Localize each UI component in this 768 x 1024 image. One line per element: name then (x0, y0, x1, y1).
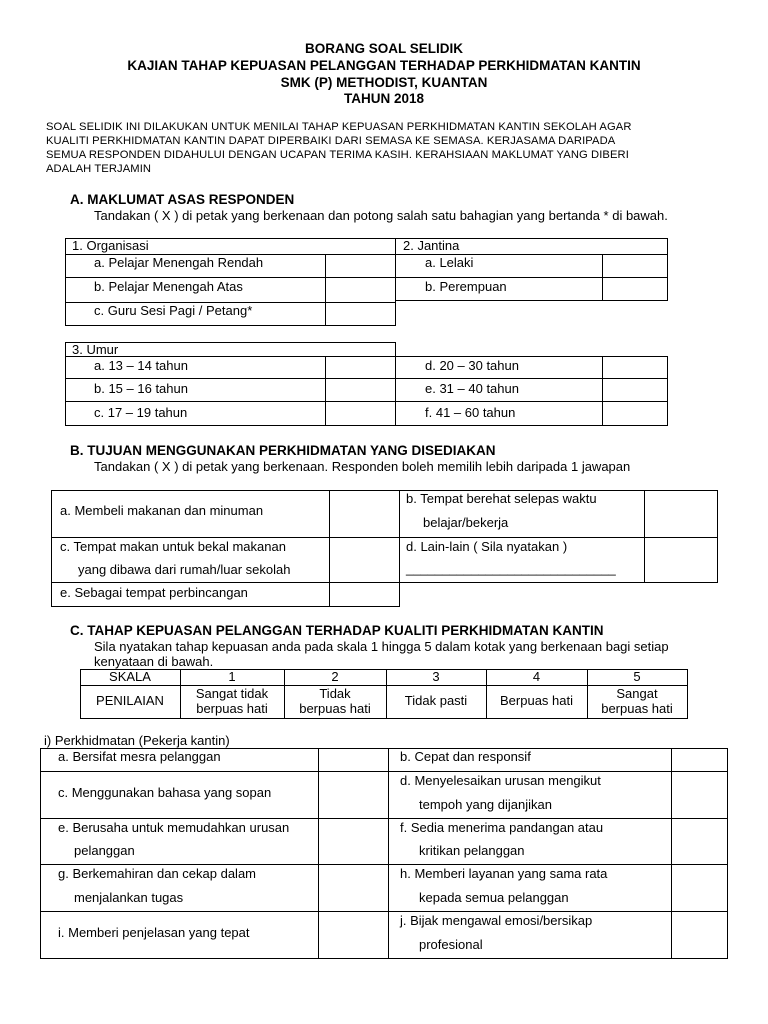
section-c-title: C. TAHAP KEPUASAN PELANGGAN TERHADAP KUALITI PERKHIDMATAN KANTIN (70, 623, 604, 638)
section-a-title: A. MAKLUMAT ASAS RESPONDEN (70, 192, 295, 207)
organisasi-option: b. Pelajar Menengah Atas (94, 279, 243, 294)
organisasi-option: a. Pelajar Menengah Rendah (94, 255, 264, 270)
scale-number: 1 (228, 669, 236, 684)
section-a-instruction: Tandakan ( X ) di petak yang berkenaan dan potong salah satu bahagian yang bertanda * di bawah. (94, 208, 668, 223)
purpose-option: c. Tempat makan untuk bekal makanan (60, 539, 286, 554)
form-title: BORANG SOAL SELIDIK (304, 41, 463, 56)
rating-item-cont: kepada semua pelanggan (419, 890, 569, 905)
purpose-option-cont: belajar/bekerja (423, 515, 509, 530)
rating-box[interactable] (319, 749, 388, 771)
rating-item: j. Bijak mengawal emosi/bersikap (400, 913, 593, 928)
sub-section-title: i) Perkhidmatan (Pekerja kantin) (44, 733, 230, 748)
scale-number: 4 (532, 669, 541, 684)
rating-box[interactable] (319, 819, 388, 864)
section-b-title: B. TUJUAN MENGGUNAKAN PERKHIDMATAN YANG DISEDIAKAN (70, 443, 496, 458)
scale-label: Sangat (616, 686, 658, 701)
section-c-instruction: kenyataan di bawah. (94, 654, 214, 669)
umur-option: c. 17 – 19 tahun (94, 405, 188, 420)
purpose-checkbox[interactable] (330, 491, 399, 537)
rating-item: e. Berusaha untuk memudahkan urusan (58, 820, 290, 835)
rating-item-cont: tempoh yang dijanjikan (419, 797, 552, 812)
rating-box[interactable] (319, 912, 388, 958)
umur-option: b. 15 – 16 tahun (94, 381, 188, 396)
rating-item: f. Sedia menerima pandangan atau (400, 820, 604, 835)
purpose-checkbox[interactable] (330, 538, 399, 582)
rating-item: h. Memberi layanan yang sama rata (400, 866, 608, 881)
umur-checkbox[interactable] (326, 402, 395, 425)
umur-checkbox[interactable] (326, 379, 395, 401)
scale-label: berpuas hati (196, 701, 268, 716)
scale-label: Tidak pasti (404, 693, 468, 708)
umur-checkbox[interactable] (603, 402, 667, 425)
penilaian-header: PENILAIAN (96, 693, 164, 708)
rating-item: b. Cepat dan responsif (400, 749, 531, 764)
organisasi-option: c. Guru Sesi Pagi / Petang* (94, 303, 253, 318)
jantina-option: b. Perempuan (425, 279, 507, 294)
rating-box[interactable] (672, 865, 727, 911)
scale-number: 5 (633, 669, 641, 684)
section-b-instruction: Tandakan ( X ) di petak yang berkenaan. Responden boleh memilih lebih daripada 1 jawapan (94, 459, 631, 474)
rating-item: d. Menyelesaikan urusan mengikut (400, 773, 601, 788)
rating-item-cont: menjalankan tugas (74, 890, 184, 905)
organisasi-checkbox[interactable] (326, 278, 395, 301)
umur-checkbox[interactable] (603, 379, 667, 401)
scale-label: berpuas hati (299, 701, 371, 716)
umur-checkbox[interactable] (603, 357, 667, 378)
rating-box[interactable] (672, 749, 727, 771)
umur-option: e. 31 – 40 tahun (425, 381, 519, 396)
jantina-checkbox[interactable] (603, 255, 667, 277)
purpose-option: a. Membeli makanan dan minuman (60, 503, 264, 518)
scale-label: berpuas hati (601, 701, 673, 716)
jantina-checkbox[interactable] (603, 278, 667, 300)
scale-number: 3 (432, 669, 440, 684)
scale-header: SKALA (109, 669, 151, 684)
intro-line: SOAL SELIDIK INI DILAKUKAN UNTUK MENILAI TAHAP KEPUASAN PERKHIDMATAN KANTIN SEKOLAH AGAR (46, 121, 632, 133)
study-title: KAJIAN TAHAP KEPUASAN PELANGGAN TERHADAP PERKHIDMATAN KANTIN (127, 58, 641, 73)
purpose-checkbox[interactable] (645, 538, 717, 582)
school-name: SMK (P) METHODIST, KUANTAN (280, 75, 488, 90)
rating-item-cont: profesional (419, 937, 483, 952)
rating-box[interactable] (672, 912, 727, 958)
jantina-label: 2. Jantina (403, 238, 460, 253)
intro-line: KUALITI PERKHIDMATAN KANTIN DAPAT DIPERBAIKI DARI SEMASA KE SEMASA. KERJASAMA DARIPADA (46, 135, 616, 147)
rating-box[interactable] (319, 772, 388, 818)
intro-line: SEMUA RESPONDEN DIDAHULUI DENGAN UCAPAN TERIMA KASIH. KERAHSIAAN MAKLUMAT YANG DIBERI (46, 149, 629, 161)
organisasi-checkbox[interactable] (326, 303, 395, 325)
rating-box[interactable] (672, 819, 727, 864)
scale-label: Berpuas hati (500, 693, 573, 708)
rating-item-cont: pelanggan (74, 843, 135, 858)
scale-label: Tidak (319, 686, 351, 701)
rating-box[interactable] (672, 772, 727, 818)
purpose-option: d. Lain-lain ( Sila nyatakan ) (406, 539, 568, 554)
scale-number: 2 (331, 669, 339, 684)
umur-label: 3. Umur (72, 342, 119, 357)
purpose-option: b. Tempat berehat selepas waktu (406, 491, 597, 506)
rating-item: g. Berkemahiran dan cekap dalam (58, 866, 257, 881)
purpose-checkbox[interactable] (330, 583, 399, 606)
scale-label: Sangat tidak (195, 686, 269, 701)
organisasi-label: 1. Organisasi (72, 238, 149, 253)
intro-line: ADALAH TERJAMIN (46, 163, 152, 175)
purpose-checkbox[interactable] (645, 491, 717, 537)
rating-item-cont: kritikan pelanggan (419, 843, 525, 858)
purpose-option: e. Sebagai tempat perbincangan (60, 585, 248, 600)
rating-item: a. Bersifat mesra pelanggan (58, 749, 221, 764)
year: TAHUN 2018 (343, 91, 425, 106)
umur-option: f. 41 – 60 tahun (425, 405, 516, 420)
rating-item: i. Memberi penjelasan yang tepat (58, 925, 250, 940)
other-specify-line[interactable]: _____________________________ (406, 561, 616, 576)
umur-option: d. 20 – 30 tahun (425, 358, 519, 373)
jantina-option: a. Lelaki (425, 255, 474, 270)
rating-item: c. Menggunakan bahasa yang sopan (58, 785, 272, 800)
rating-box[interactable] (319, 865, 388, 911)
umur-checkbox[interactable] (326, 357, 395, 378)
organisasi-checkbox[interactable] (326, 255, 395, 277)
section-c-instruction: Sila nyatakan tahap kepuasan anda pada skala 1 hingga 5 dalam kotak yang berkenaan bagi setiap (94, 639, 669, 654)
umur-option: a. 13 – 14 tahun (94, 358, 188, 373)
purpose-option-cont: yang dibawa dari rumah/luar sekolah (78, 562, 291, 577)
